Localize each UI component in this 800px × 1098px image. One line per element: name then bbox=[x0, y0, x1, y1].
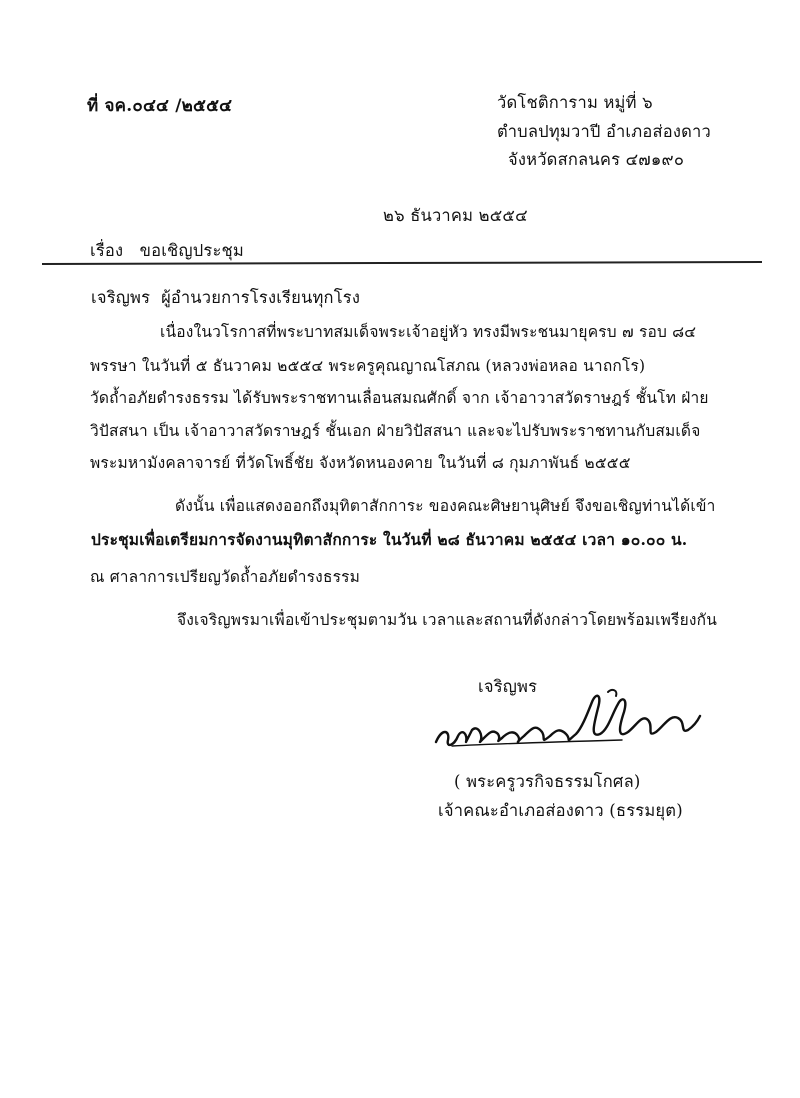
sender-address-line-3: จังหวัดสกลนคร ๔๗๑๙๐ bbox=[508, 150, 685, 169]
salutation-label: เจริญพร bbox=[91, 288, 151, 307]
paragraph-1-line: วัดถ้ำอภัยดำรงธรรม ได้รับพระราชทานเลื่อนสมณศักดิ์ จาก เจ้าอาวาสวัดราษฎร์ ชั้นโท ฝ่าย bbox=[90, 389, 709, 407]
signatory-name: ( พระครูวรกิจธรรมโกศล) bbox=[454, 772, 641, 791]
sender-address-line-2: ตำบลปทุมวาปี อำเภอส่องดาว bbox=[497, 122, 711, 141]
paragraph-1-line: วิปัสสนา เป็น เจ้าอาวาสวัดราษฎร์ ชั้นเอก ฝ่ายวิปัสสนา และจะไปรับพระราชทานกับสมเด็จ bbox=[90, 422, 701, 440]
paragraph-1-line: พรรษา ในวันที่ ๕ ธันวาคม ๒๕๕๔ พระครูคุณญาณโสภณ (หลวงพ่อหลอ นาถกโร) bbox=[90, 357, 646, 375]
subject-text: ขอเชิญประชุม bbox=[139, 241, 244, 260]
reference-number: ที่ จค.๐๔๔ /๒๕๕๔ bbox=[87, 96, 233, 116]
subject-line bbox=[90, 238, 244, 264]
recipient-line bbox=[91, 285, 360, 311]
paragraph-2-line: ณ ศาลาการเปรียญวัดถ้ำอภัยดำรงธรรม bbox=[90, 568, 361, 586]
handwritten-signature bbox=[432, 684, 702, 756]
recipient-text: ผู้อำนวยการโรงเรียนทุกโรง bbox=[161, 288, 361, 307]
signatory-title: เจ้าคณะอำเภอส่องดาว (ธรรมยุต) bbox=[438, 801, 683, 820]
subject-label: เรื่อง bbox=[90, 241, 124, 260]
paragraph-1-line: พระมหามังคลาจารย์ ที่วัดโพธิ์ชัย จังหวัดหนองคาย ในวันที่ ๘ กุมภาพันธ์ ๒๕๕๕ bbox=[90, 454, 631, 472]
letter-date: ๒๖ ธันวาคม ๒๕๕๔ bbox=[383, 206, 528, 225]
paragraph-2-line: ดังนั้น เพื่อแสดงออกถึงมุทิตาสักการะ ของคณะศิษยานุศิษย์ จึงขอเชิญท่านได้เข้า bbox=[175, 497, 716, 515]
paragraph-1-line: เนื่องในวโรกาสที่พระบาทสมเด็จพระเจ้าอยู่หัว ทรงมีพระชนมายุครบ ๗ รอบ ๘๔ bbox=[160, 323, 697, 341]
closing-salutation: เจริญพร bbox=[478, 677, 538, 696]
paragraph-3-line: จึงเจริญพรมาเพื่อเข้าประชุมตามวัน เวลาและสถานที่ดังกล่าวโดยพร้อมเพรียงกัน bbox=[177, 611, 718, 629]
paragraph-2-line: ประชุมเพื่อเตรียมการจัดงานมุทิตาสักการะ ในวันที่ ๒๘ ธันวาคม ๒๕๕๔ เวลา ๑๐.๐๐ น. bbox=[91, 530, 688, 549]
sender-address-line-1: วัดโชติการาม หมู่ที่ ๖ bbox=[497, 93, 653, 112]
